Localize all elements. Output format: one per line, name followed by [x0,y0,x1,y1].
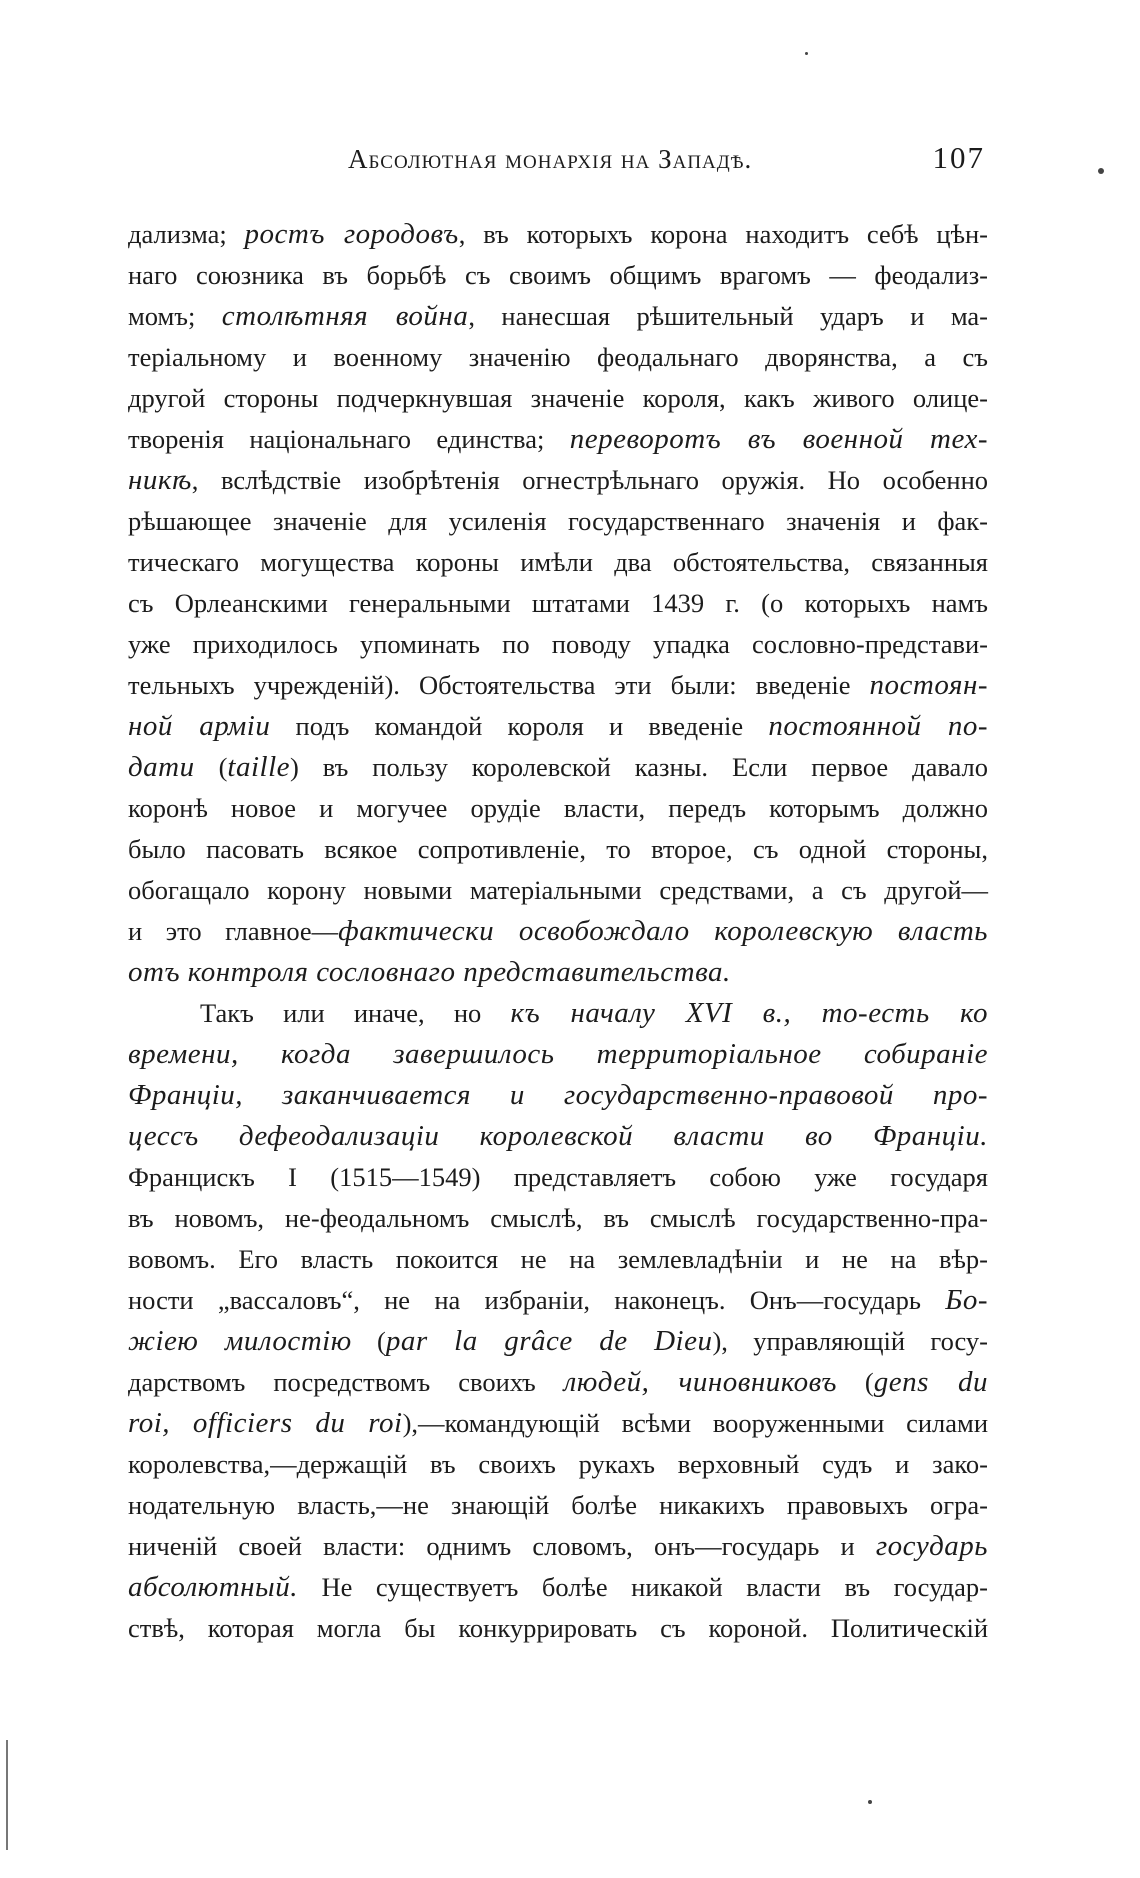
text-run: вовомъ. Его власть покоится не на землевладѣніи и не на вѣр- [128,1244,988,1274]
text-line [128,1403,988,1444]
text-run: было пасовать всякое сопротивленіе, то второе, съ одной стороны, [128,834,988,864]
text-run: , въ которыхъ корона находитъ себѣ цѣн- [458,219,988,249]
italic-run: taille [227,751,291,783]
text-run: рѣшающее значеніе для усиленія государственнаго значенія и фак- [128,506,988,536]
text-run: ( [194,752,228,782]
italic-run: никѣ [128,464,192,496]
text-line [128,1034,988,1075]
text-line [128,829,988,870]
text-line [128,993,988,1034]
italic-run: par la grâce de Dieu [385,1325,713,1357]
text-run: Такъ или иначе, но [200,998,511,1028]
text-line [128,1485,988,1526]
italic-run: roi, officiers du roi [128,1407,403,1439]
text-line [128,1362,988,1403]
italic-run: постоянной по- [768,710,989,742]
text-run: ), управляющій госу- [712,1326,989,1356]
text-line [128,255,988,296]
text-line [128,460,988,501]
text-line [128,378,988,419]
italic-run: ной арміи [128,710,271,742]
scan-speck [868,1800,872,1804]
text-run: ствѣ, которая могла бы конкуррировать съ короной. Политическій [128,1613,988,1643]
text-line [128,1157,988,1198]
text-line [128,583,988,624]
margin-line [6,1740,8,1850]
text-line [128,1321,988,1362]
body-text [128,214,988,1649]
text-run: , вслѣдствіе изобрѣтенія огнестрѣльнаго оружія. Но особенно [191,465,988,495]
text-run: ( [351,1326,386,1356]
text-line [128,1444,988,1485]
text-run: тическаго могущества короны имѣли два обстоятельства, связанныя [128,547,988,577]
text-run: обогащало корону новыми матеріальными средствами, а съ другой— [128,875,988,905]
text-line [128,542,988,583]
text-run: тельныхъ учрежденій). Обстоятельства эти были: введеніе [128,670,870,700]
text-run: творенія національнаго единства; [128,424,570,454]
running-header [130,140,985,180]
text-run: королевства,—держащій въ своихъ рукахъ верховный судъ и зако- [128,1449,988,1479]
text-line [128,214,988,255]
text-line [128,337,988,378]
text-line [128,1075,988,1116]
running-title: Абсолютная монархія на Западѣ. [348,144,753,174]
italic-run: переворотъ въ военной тех- [569,423,988,455]
text-run: подъ командой короля и введеніе [270,711,769,741]
text-line [128,911,988,952]
text-run: съ Орлеанскими генеральными штатами 1439 г. (о которыхъ намъ [128,588,988,618]
italic-run: постоян- [869,669,988,701]
italic-run: жіею милостію [128,1325,352,1357]
text-run: ( [836,1367,874,1397]
text-run: дализма; [128,219,245,249]
italic-run: времени, когда завершилось территоріальное собираніе [128,1038,988,1070]
scan-speck [1098,168,1104,174]
italic-run: ростъ городовъ [244,218,459,250]
text-run: дарствомъ посредствомъ своихъ [128,1367,564,1397]
text-line [128,501,988,542]
text-line [128,1239,988,1280]
text-run: другой стороны подчеркнувшая значеніе короля, какъ живого олице- [128,383,988,413]
italic-run: людей, чиновниковъ [563,1366,837,1398]
text-run: коронѣ новое и могучее орудіе власти, передъ которымъ должно [128,793,988,823]
text-run: ности „вассаловъ“, не на избраніи, наконецъ. Онъ—государь [128,1285,946,1315]
italic-run: Франціи, заканчивается и государственно-правовой про- [128,1079,988,1111]
text-run: ),—командующій всѣми вооруженными силами [402,1408,988,1438]
italic-run: къ началу XVI в., то-есть ко [510,997,988,1029]
text-run: нодательную власть,—не знающій болѣе никакихъ правовыхъ огра- [128,1490,988,1520]
text-run: момъ; [128,301,222,331]
text-line [128,624,988,665]
text-run: въ новомъ, не-феодальномъ смыслѣ, въ смыслѣ государственно-пра- [128,1203,988,1233]
italic-run: столѣтняя война [221,300,469,332]
text-run: Не существуетъ болѣе никакой власти въ государ- [297,1572,988,1602]
italic-run: фактически освобождало королевскую власть [338,915,989,947]
italic-run: gens du [873,1366,989,1398]
scan-speck [805,52,808,55]
text-line [128,1116,988,1157]
italic-run: Бо- [945,1284,988,1316]
text-run: , нанесшая рѣшительный ударъ и ма- [468,301,988,331]
text-run: теріальному и военному значенію феодальнаго дворянства, а съ [128,342,988,372]
italic-run: цессъ дефеодализаціи королевской власти во Франціи. [128,1120,988,1152]
text-line [128,788,988,829]
text-line [128,747,988,788]
italic-run: отъ контроля сословнаго представительства. [128,956,731,988]
text-run: Францискъ I (1515—1549) представляетъ собою уже государя [128,1162,988,1192]
text-line [128,419,988,460]
text-line [128,1526,988,1567]
text-run: и это главное— [128,916,339,946]
text-line [128,665,988,706]
text-line [128,1280,988,1321]
text-run: ) въ пользу королевской казны. Если первое давало [290,752,988,782]
italic-run: дати [128,751,195,783]
text-line [128,952,988,993]
italic-run: абсолютный. [128,1571,298,1603]
text-line [128,296,988,337]
text-line [128,870,988,911]
page-number: 107 [932,140,985,175]
text-line [128,706,988,747]
text-run: ниченій своей власти: однимъ словомъ, онъ—государь и [128,1531,876,1561]
text-line [128,1198,988,1239]
text-line [128,1567,988,1608]
text-run: уже приходилось упоминать по поводу упадка сословно-представи- [128,629,988,659]
text-run: наго союзника въ борьбѣ съ своимъ общимъ врагомъ — феодализ- [128,260,988,290]
text-line [128,1608,988,1649]
italic-run: государь [875,1530,988,1562]
